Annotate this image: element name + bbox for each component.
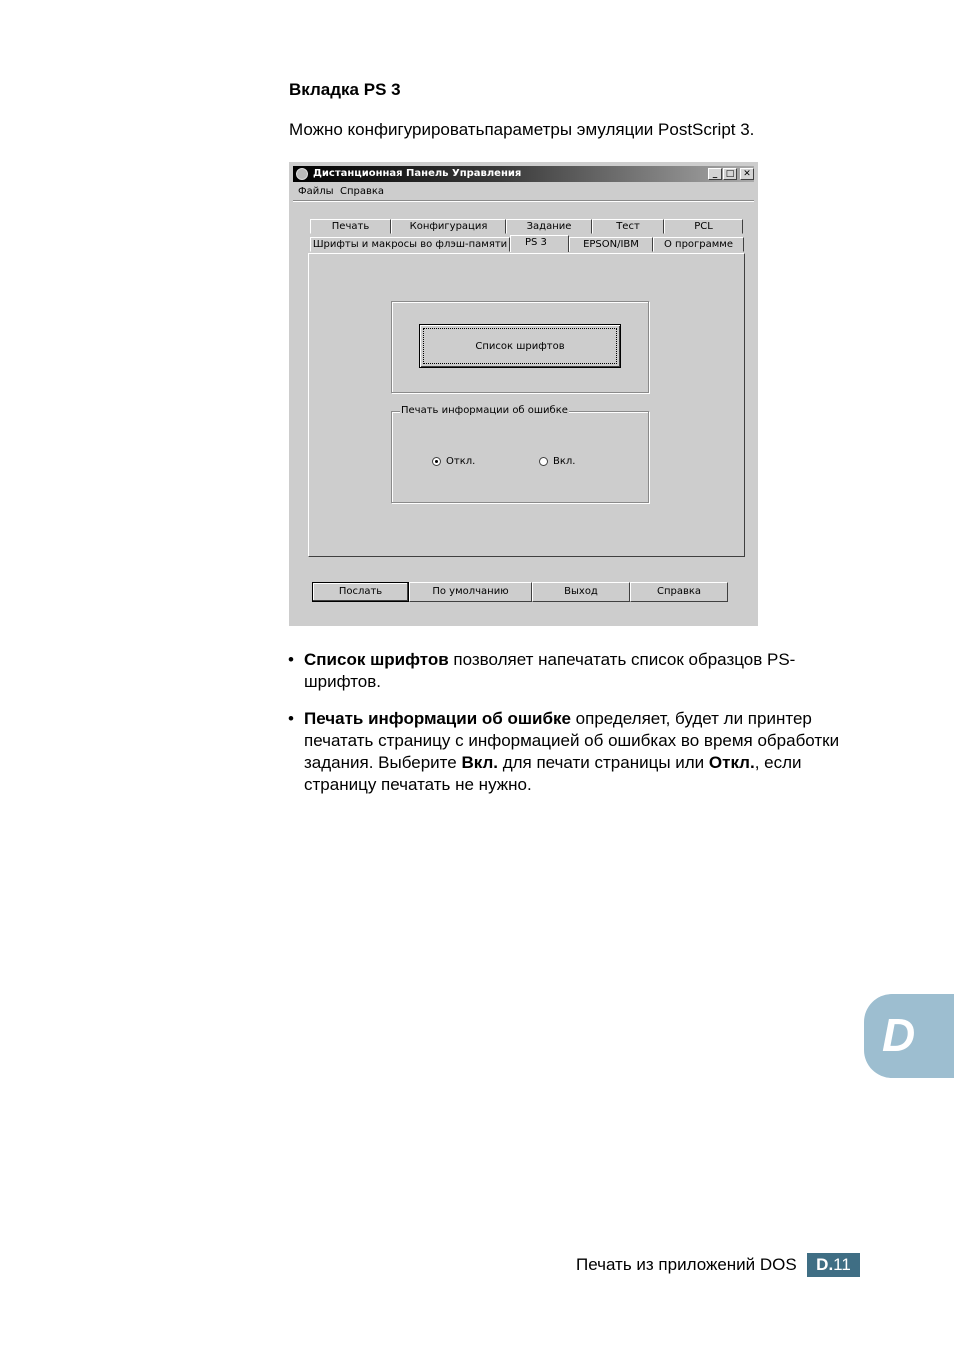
bullet-font-list-text: позволяет напечатать список образцов PS-шрифтов.: [304, 650, 796, 691]
menu-separator: [293, 200, 754, 202]
dialog-screenshot: [289, 162, 758, 626]
bullet-font-list: • Список шрифтов позволяет напечатать список образцов PS-шрифтов.: [288, 650, 796, 691]
section-heading: Вкладка PS 3: [289, 80, 401, 99]
focus-rect: [423, 328, 617, 364]
printer-icon: [296, 168, 308, 180]
tab-panel: [308, 253, 745, 557]
error-group-label: Печать информации об ошибке: [401, 405, 568, 416]
close-button[interactable]: ✕: [740, 168, 754, 180]
radio-off-indicator: [432, 457, 441, 466]
error-print-group: [391, 405, 649, 503]
tab-epson-ibm[interactable]: EPSON/IBM: [569, 237, 653, 252]
dialog-title: Дистанционная Панель Управления: [313, 168, 522, 179]
font-list-button-label: Список шрифтов: [475, 340, 565, 352]
tab-about[interactable]: О программе: [653, 237, 744, 252]
exit-button[interactable]: Выход: [532, 582, 630, 602]
menu-files[interactable]: Файлы: [298, 186, 334, 197]
bullet-error-term: Печать информации об ошибке: [304, 709, 571, 728]
radio-on-indicator: [539, 457, 548, 466]
maximize-button[interactable]: □: [723, 168, 737, 180]
tab-test[interactable]: Тест: [592, 219, 664, 234]
radio-on[interactable]: [539, 456, 575, 467]
chapter-tab: [864, 994, 954, 1078]
page-number-badge: D.11: [807, 1253, 860, 1277]
tab-print[interactable]: Печать: [310, 219, 391, 234]
radio-off-label: Откл.: [446, 456, 476, 467]
tab-flash-fonts[interactable]: Шрифты и макросы во флэш-памяти: [310, 237, 510, 252]
minimize-button[interactable]: _: [708, 168, 722, 180]
menu-help[interactable]: Справка: [340, 186, 385, 197]
footer-title: Печать из приложений DOS: [576, 1255, 797, 1274]
tab-job[interactable]: Задание: [506, 219, 592, 234]
radio-on-label: Вкл.: [553, 456, 576, 467]
chapter-letter: D: [882, 1009, 916, 1061]
intro-paragraph: Можно конфигурироватьпараметры эмуляции PostScript 3.: [289, 120, 755, 139]
help-button[interactable]: Справка: [630, 582, 728, 602]
defaults-button[interactable]: По умолчанию: [409, 582, 532, 602]
bullet-error-print: • Печать информации об ошибке определяет, будет ли принтер печатать страницу с информацией об ошибках во время обработки задания. Выберите Вкл. для печати страницы или Откл., если страницу печатать не нужно.: [288, 709, 840, 794]
font-list-button[interactable]: [419, 324, 621, 368]
menu-bar: [293, 182, 754, 198]
tab-pcl[interactable]: PCL: [664, 219, 743, 234]
send-button[interactable]: Послать: [312, 582, 409, 602]
dialog-titlebar: [293, 166, 754, 182]
radio-off[interactable]: [432, 456, 475, 467]
bullet-font-list-term: Список шрифтов: [304, 650, 449, 669]
tab-configuration[interactable]: Конфигурация: [391, 219, 506, 234]
font-list-group: [391, 301, 649, 393]
tab-ps3[interactable]: PS 3: [510, 235, 569, 252]
